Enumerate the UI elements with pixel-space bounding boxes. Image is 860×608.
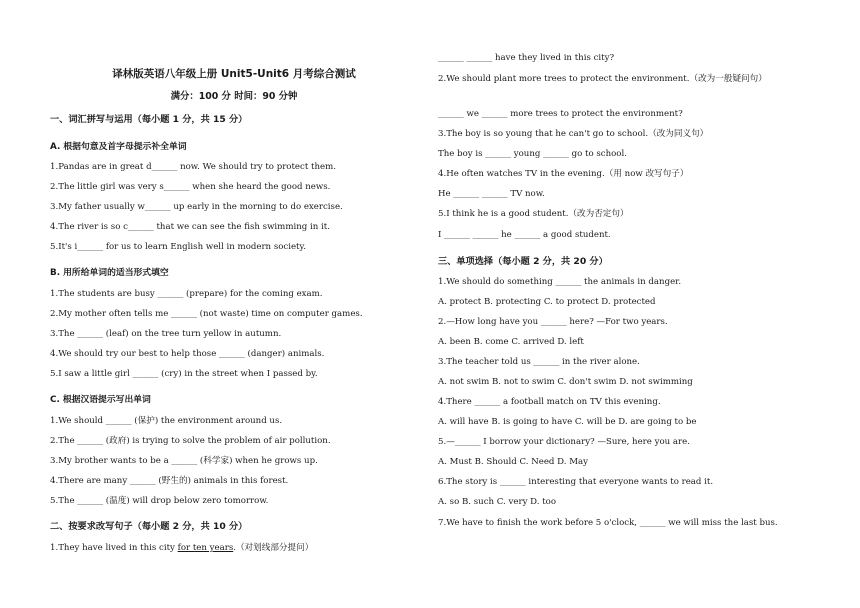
question-item: 2.The little girl was very s______ when she heard the good news. <box>50 182 331 192</box>
question-item: 1.We should ______ (保护) the environment around us. <box>50 416 283 426</box>
question-item: 5.I saw a little girl ______ (cry) in the street when I passed by. <box>50 369 318 379</box>
question-text: 1.They have lived in this city <box>50 543 178 553</box>
option-list: A. not swim B. not to swim C. don't swim D. not swimming <box>438 377 693 387</box>
question-item <box>50 542 313 554</box>
option-list: A. so B. such C. very D. too <box>438 497 557 507</box>
question-item: 4.We should try our best to help those ______ (danger) animals. <box>50 349 325 359</box>
answer-line: ______ we ______ more trees to protect the environment? <box>438 109 683 119</box>
question-item: 3.My father usually w______ up early in the morning to do exercise. <box>50 202 343 212</box>
page-subtitle: 满分：100 分 时间：90 分钟 <box>170 91 298 102</box>
question-instruction: .（对划线部分提问） <box>233 543 314 553</box>
question-item: 3.The boy is so young that he can't go to school.（改为同义句） <box>438 129 709 139</box>
question-item: 1.We should do something ______ the animals in danger. <box>438 277 682 287</box>
question-item: 3.My brother wants to be a ______ (科学家) when he grows up. <box>50 456 318 466</box>
question-item: 4.There are many ______ (野生的) animals in this forest. <box>50 476 289 486</box>
section-heading-vocabulary: 一、词汇拼写与运用（每小题 1 分，共 15 分） <box>50 114 248 125</box>
question-item: 6.The story is ______ interesting that everyone wants to read it. <box>438 477 714 487</box>
section-heading-rewrite: 二、按要求改写句子（每小题 2 分，共 10 分） <box>50 521 248 532</box>
question-item: 4.There ______ a football match on TV this evening. <box>438 397 661 407</box>
question-item: 5.The ______ (温度) will drop below zero tomorrow. <box>50 496 269 506</box>
section-heading-multiple-choice: 三、单项选择（每小题 2 分，共 20 分） <box>438 256 608 267</box>
answer-line: I ______ ______ he ______ a good student. <box>438 230 611 240</box>
question-item: 4.The river is so c______ that we can see the fish swimming in it. <box>50 222 330 232</box>
question-item: 2.We should plant more trees to protect the environment.（改为一般疑问句） <box>438 74 767 84</box>
question-item: 5.It's i______ for us to learn English well in modern society. <box>50 242 306 252</box>
question-item: 3.The ______ (leaf) on the tree turn yellow in autumn. <box>50 329 282 339</box>
answer-line: He ______ ______ TV now. <box>438 189 545 199</box>
option-list: A. protect B. protecting C. to protect D. protected <box>438 297 656 307</box>
question-item: 5.—______ I borrow your dictionary? —Sure, here you are. <box>438 437 690 447</box>
question-item: 5.I think he is a good student.（改为否定句） <box>438 209 629 219</box>
question-item: 4.He often watches TV in the evening.（用 now 改写句子） <box>438 169 689 179</box>
option-list: A. will have B. is going to have C. will be D. are going to be <box>438 417 697 427</box>
question-item: 7.We have to finish the work before 5 o'clock, ______ we will miss the last bus. <box>438 518 778 528</box>
question-item: 3.The teacher told us ______ in the river alone. <box>438 357 640 367</box>
question-item: 2.The ______ (政府) is trying to solve the problem of air pollution. <box>50 436 331 446</box>
part-b-heading: B. 用所给单词的适当形式填空 <box>50 268 169 278</box>
option-list: A. Must B. Should C. Need D. May <box>438 457 588 467</box>
answer-line: ______ ______ have they lived in this city? <box>438 53 615 63</box>
option-list: A. been B. come C. arrived D. left <box>438 337 584 347</box>
question-item: 1.The students are busy ______ (prepare) for the coming exam. <box>50 289 323 299</box>
page-title: 译林版英语八年级上册 Unit5-Unit6 月考综合测试 <box>112 68 356 80</box>
question-item: 2.My mother often tells me ______ (not waste) time on computer games. <box>50 309 363 319</box>
answer-line: The boy is ______ young ______ go to school. <box>438 149 627 159</box>
question-item: 2.—How long have you ______ here? —For two years. <box>438 317 668 327</box>
part-a-heading: A. 根据句意及首字母提示补全单词 <box>50 142 187 152</box>
part-c-heading: C. 根据汉语提示写出单词 <box>50 395 151 405</box>
underlined-phrase: for ten years <box>177 543 234 553</box>
question-item: 1.Pandas are in great d______ now. We should try to protect them. <box>50 162 336 172</box>
